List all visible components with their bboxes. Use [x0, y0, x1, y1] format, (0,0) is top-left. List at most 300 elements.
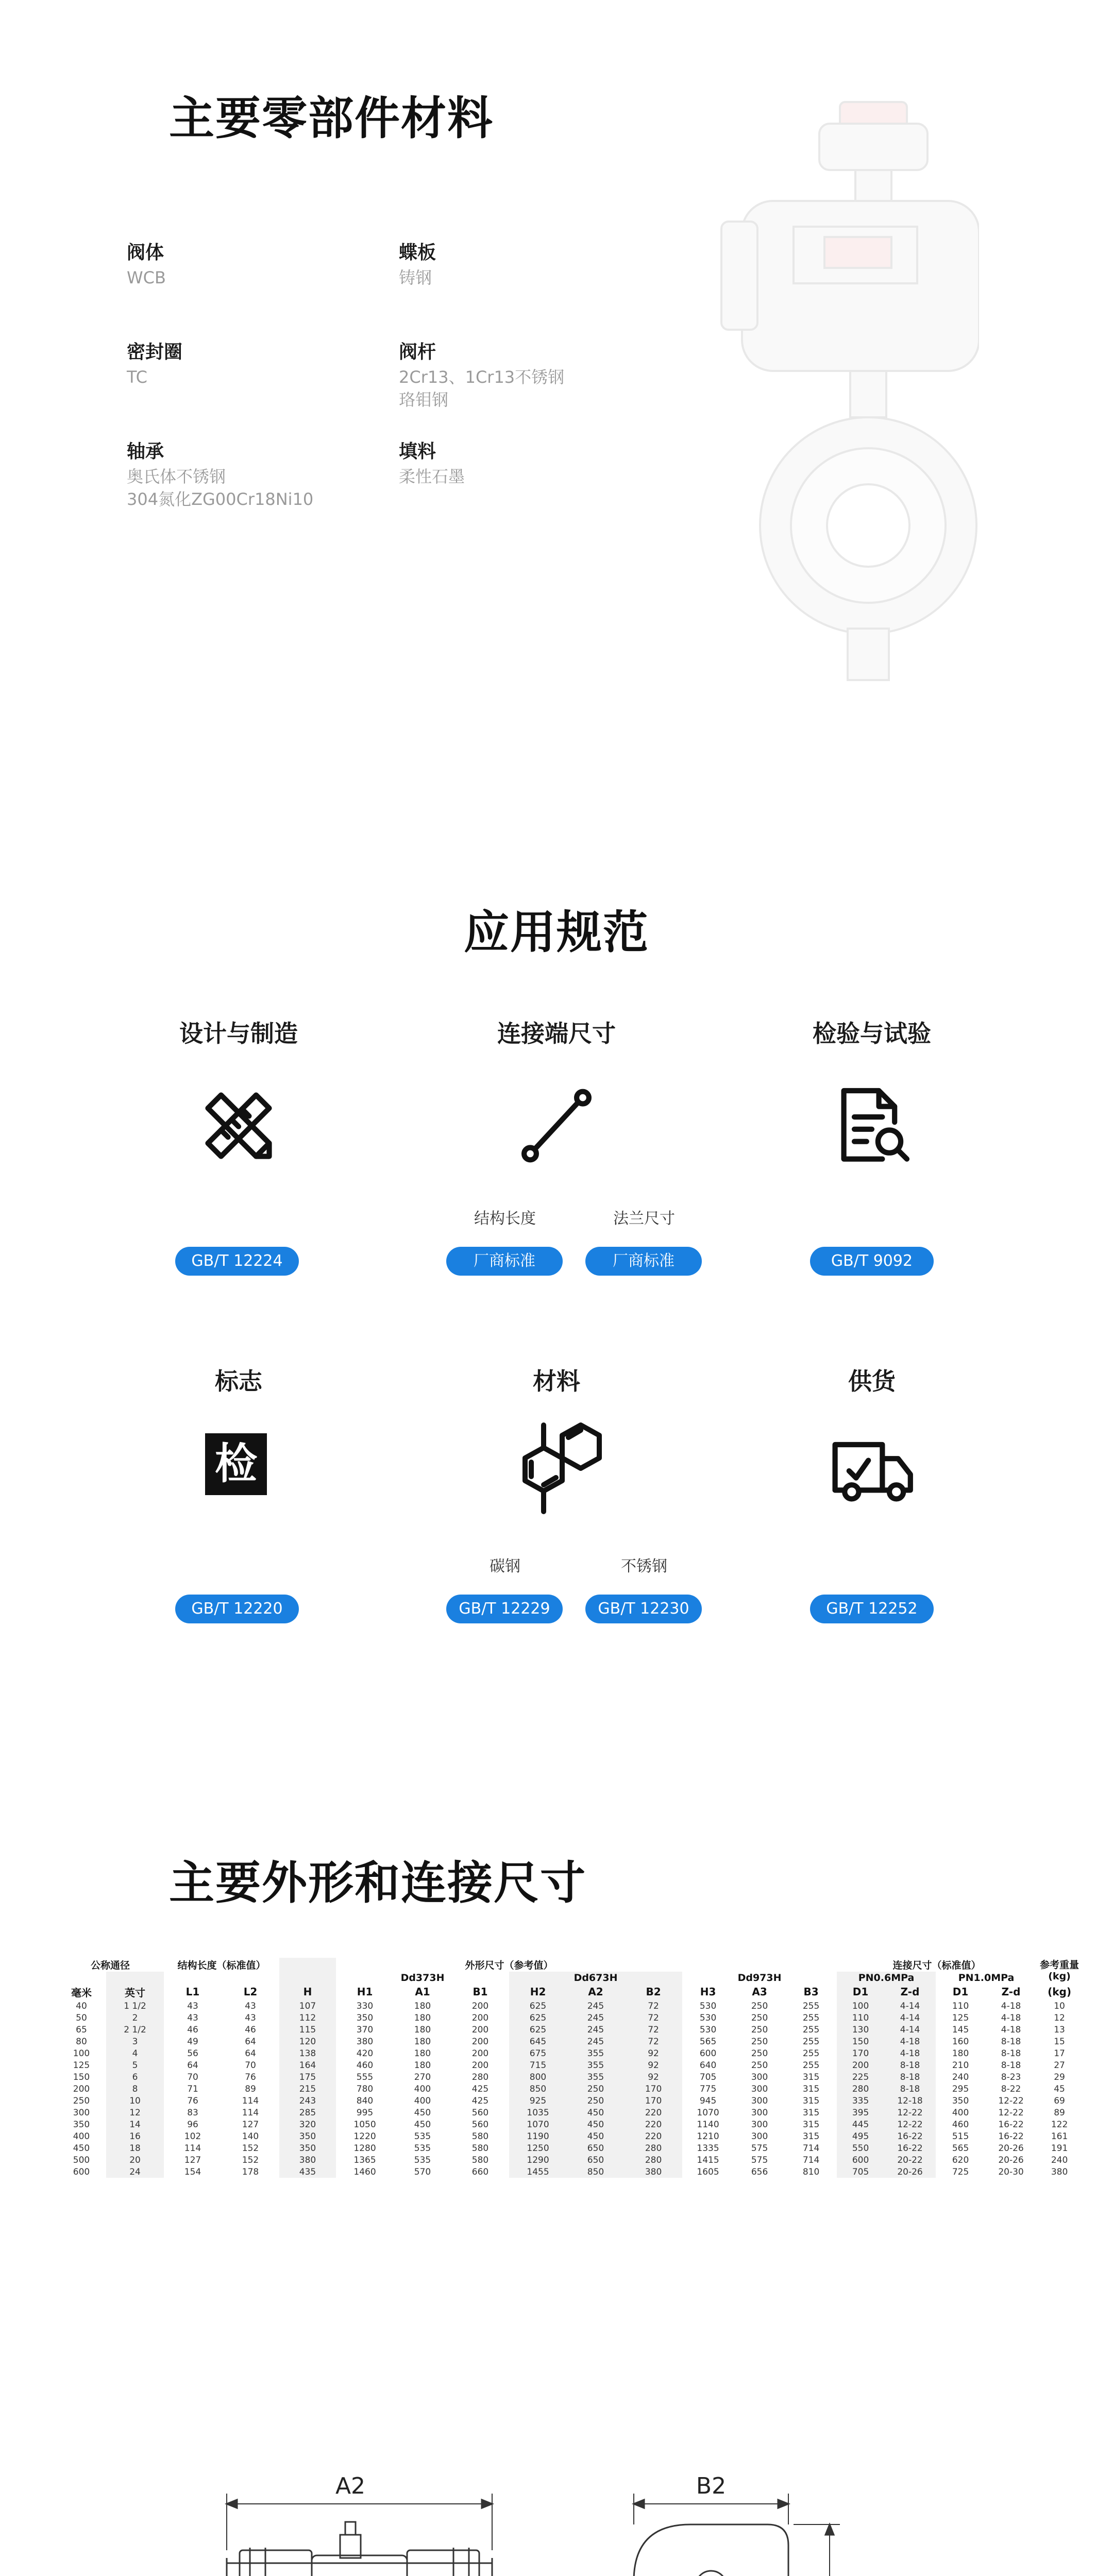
table-cell: 16 — [106, 2130, 164, 2142]
table-cell: 170 — [625, 2083, 682, 2095]
table-cell: 775 — [699, 2083, 717, 2094]
table-cell: 200 — [471, 2060, 489, 2071]
table-cell: 255 — [802, 2036, 820, 2047]
table-cell: 640 — [699, 2060, 717, 2071]
table-cell: 400 — [414, 2083, 431, 2094]
table-row — [57, 2095, 1082, 2107]
column-header: 英寸 — [106, 1984, 164, 2000]
table-cell: 570 — [414, 2166, 431, 2177]
table-cell: 5 — [106, 2059, 164, 2071]
table-cell: 335 — [837, 2095, 884, 2107]
column-header: H3 — [700, 1986, 716, 1998]
material-item — [399, 238, 436, 289]
document-search-icon — [828, 1082, 916, 1170]
table-cell: 114 — [242, 2107, 259, 2118]
table-cell: 1070 — [509, 2119, 567, 2130]
table-cell: 145 — [952, 2024, 969, 2035]
table-cell: 43 — [187, 2012, 198, 2023]
table-cell: 16-22 — [884, 2130, 936, 2142]
table-cell: 550 — [837, 2142, 884, 2154]
table-cell: 65 — [76, 2024, 87, 2035]
table-row — [57, 2071, 1082, 2083]
table-cell: 16-22 — [998, 2119, 1024, 2130]
table-cell: 220 — [625, 2107, 682, 2119]
table-cell: 8-18 — [884, 2083, 936, 2095]
table-cell: 8-18 — [1001, 2048, 1021, 2059]
material-item — [399, 337, 564, 411]
table-cell: 161 — [1051, 2131, 1068, 2142]
column-header: D1 — [837, 1984, 884, 2000]
table-cell: 725 — [952, 2166, 969, 2177]
table-cell: 705 — [837, 2166, 884, 2178]
material-label: 阀体 — [127, 242, 164, 263]
table-cell: 714 — [802, 2155, 820, 2165]
table-cell: 125 — [952, 2012, 969, 2023]
column-header: (kg) — [1048, 1986, 1072, 1998]
table-cell: 425 — [471, 2095, 489, 2106]
table-cell: 245 — [567, 2036, 625, 2047]
table-cell: 580 — [471, 2143, 489, 2154]
standard-badge: GB/T 12229 — [446, 1595, 563, 1623]
subgroup-header: Dd673H — [509, 1972, 682, 1984]
table-cell: 1280 — [353, 2143, 376, 2154]
table-cell: 280 — [837, 2083, 884, 2095]
table-cell: 154 — [184, 2166, 201, 2177]
header-nominal: 公称通径 — [91, 1960, 130, 1971]
table-cell: 250 — [751, 2048, 768, 2059]
table-cell: 575 — [751, 2143, 768, 2154]
column-header: H — [279, 1984, 336, 2000]
table-cell: 500 — [73, 2155, 90, 2165]
table-cell: 280 — [471, 2072, 489, 2082]
table-row — [57, 2142, 1082, 2154]
table-cell: 210 — [952, 2060, 969, 2071]
table-cell: 110 — [952, 2001, 969, 2011]
table-cell: 300 — [751, 2131, 768, 2142]
table-cell: 46 — [245, 2024, 256, 2035]
table-cell: 445 — [837, 2119, 884, 2130]
standard-sub-label: 结构长度 — [474, 1210, 536, 1228]
table-cell: 355 — [567, 2071, 625, 2083]
table-cell: 102 — [184, 2131, 201, 2142]
table-cell: 150 — [73, 2072, 90, 2082]
line-connector-icon — [513, 1082, 600, 1170]
table-cell: 565 — [699, 2036, 717, 2047]
table-cell: 120 — [279, 2036, 336, 2047]
valve-dimension-drawing — [170, 2452, 943, 2576]
table-cell: 350 — [952, 2095, 969, 2106]
table-cell: 850 — [567, 2166, 625, 2178]
table-cell: 180 — [414, 2012, 431, 2023]
subgroup-header: PN1.0MPa — [958, 1972, 1015, 1984]
header-outline: 外形尺寸（参考值） — [465, 1960, 553, 1971]
table-cell: 127 — [242, 2119, 259, 2130]
table-cell: 180 — [952, 2048, 969, 2059]
subgroup-header: Dd373H — [400, 1972, 445, 1984]
table-cell: 300 — [751, 2119, 768, 2130]
table-cell: 16-22 — [998, 2131, 1024, 2142]
table-cell: 1250 — [509, 2142, 567, 2154]
standard-card-title: 标志 — [215, 1367, 262, 1395]
table-cell: 645 — [509, 2036, 567, 2047]
table-cell: 40 — [76, 2001, 87, 2011]
table-cell: 315 — [802, 2119, 820, 2130]
material-value: WCB — [127, 268, 166, 287]
table-cell: 300 — [751, 2107, 768, 2118]
material-value: 铸钢 — [399, 268, 432, 287]
table-cell: 380 — [1051, 2166, 1068, 2177]
table-cell: 530 — [699, 2012, 717, 2023]
table-cell: 1460 — [353, 2166, 376, 2177]
table-cell: 64 — [187, 2060, 198, 2071]
table-cell: 70 — [187, 2072, 198, 2082]
table-cell: 170 — [837, 2047, 884, 2059]
table-cell: 560 — [471, 2119, 489, 2130]
table-cell: 295 — [952, 2083, 969, 2094]
table-cell: 620 — [952, 2155, 969, 2165]
table-cell: 100 — [73, 2048, 90, 2059]
table-cell: 122 — [1051, 2119, 1068, 2130]
table-cell: 255 — [802, 2024, 820, 2035]
table-cell: 150 — [837, 2036, 884, 2047]
material-value: 2Cr13、1Cr13不锈钢 珞钼钢 — [399, 367, 565, 410]
table-cell: 12-22 — [884, 2107, 936, 2119]
table-cell: 250 — [567, 2095, 625, 2107]
table-cell: 4-14 — [884, 2024, 936, 2036]
table-cell: 714 — [802, 2143, 820, 2154]
table-cell: 220 — [625, 2119, 682, 2130]
standard-badge: GB/T 12224 — [175, 1247, 299, 1276]
table-cell: 380 — [356, 2036, 374, 2047]
table-cell: 255 — [802, 2012, 820, 2023]
table-cell: 13 — [1054, 2024, 1065, 2035]
table-cell: 12-22 — [998, 2107, 1024, 2118]
table-cell: 625 — [509, 2024, 567, 2036]
table-cell: 1415 — [697, 2155, 719, 2165]
table-cell: 350 — [279, 2142, 336, 2154]
table-cell: 1050 — [353, 2119, 376, 2130]
table-cell: 315 — [802, 2072, 820, 2082]
table-cell: 4 — [106, 2047, 164, 2059]
ruler-pencil-icon — [195, 1082, 282, 1170]
table-cell: 138 — [279, 2047, 336, 2059]
table-cell: 6 — [106, 2071, 164, 2083]
table-cell: 72 — [625, 2036, 682, 2047]
material-label: 阀杆 — [399, 342, 436, 363]
column-header: Z-d — [884, 1984, 936, 2000]
table-cell: 92 — [625, 2059, 682, 2071]
column-header: B2 — [625, 1984, 682, 2000]
table-cell: 114 — [184, 2143, 201, 2154]
inspection-stamp-icon: 检 — [205, 1433, 267, 1495]
table-cell: 600 — [837, 2154, 884, 2166]
table-cell: 945 — [699, 2095, 717, 2106]
column-header: Z-d — [1001, 1986, 1021, 1998]
table-cell: 460 — [356, 2060, 374, 2071]
table-cell: 89 — [1054, 2107, 1065, 2118]
table-cell: 625 — [509, 2000, 567, 2012]
table-cell: 370 — [356, 2024, 374, 2035]
table-row — [57, 2154, 1082, 2166]
table-cell: 45 — [1054, 2083, 1065, 2094]
table-cell: 200 — [73, 2083, 90, 2094]
table-cell: 10 — [1054, 2001, 1065, 2011]
table-cell: 72 — [625, 2024, 682, 2036]
table-body — [57, 2000, 1082, 2178]
table-cell: 355 — [567, 2059, 625, 2071]
table-cell: 24 — [106, 2166, 164, 2178]
table-cell: 200 — [837, 2059, 884, 2071]
table-cell: 840 — [356, 2095, 374, 2106]
table-cell: 280 — [625, 2142, 682, 2154]
table-cell: 800 — [509, 2071, 567, 2083]
table-cell: 1140 — [697, 2119, 719, 2130]
table-cell: 49 — [187, 2036, 198, 2047]
table-cell: 225 — [837, 2071, 884, 2083]
table-cell: 12-22 — [884, 2119, 936, 2130]
table-cell: 191 — [1051, 2143, 1068, 2154]
table-cell: 76 — [245, 2072, 256, 2082]
table-cell: 240 — [1051, 2155, 1068, 2165]
table-cell: 1 1/2 — [106, 2000, 164, 2012]
table-cell: 420 — [356, 2048, 374, 2059]
material-item — [127, 437, 313, 511]
table-cell: 400 — [73, 2131, 90, 2142]
dimensions-table — [57, 1958, 1080, 2178]
table-cell: 435 — [279, 2166, 336, 2178]
table-cell: 300 — [751, 2072, 768, 2082]
table-cell: 17 — [1054, 2048, 1065, 2059]
table-cell: 160 — [952, 2036, 969, 2047]
table-cell: 69 — [1054, 2095, 1065, 2106]
table-cell: 250 — [751, 2060, 768, 2071]
table-cell: 4-18 — [1001, 2012, 1021, 2023]
material-label: 蝶板 — [399, 242, 436, 263]
table-cell: 180 — [414, 2060, 431, 2071]
table-cell: 580 — [471, 2155, 489, 2165]
table-cell: 315 — [802, 2095, 820, 2106]
table-cell: 600 — [73, 2166, 90, 2177]
table-cell: 705 — [699, 2072, 717, 2082]
table-cell: 715 — [509, 2059, 567, 2071]
table-cell: 43 — [245, 2001, 256, 2011]
table-cell: 200 — [471, 2048, 489, 2059]
table-cell: 220 — [625, 2130, 682, 2142]
table-cell: 1290 — [509, 2154, 567, 2166]
standard-badge: 厂商标准 — [585, 1247, 702, 1276]
table-cell: 4-18 — [884, 2036, 936, 2047]
table-cell: 4-14 — [884, 2012, 936, 2024]
drawing-label: B2 — [696, 2473, 727, 2499]
table-cell: 83 — [187, 2107, 198, 2118]
table-cell: 245 — [567, 2000, 625, 2012]
table-cell: 245 — [567, 2012, 625, 2024]
table-cell: 8-18 — [1001, 2060, 1021, 2071]
table-cell: 495 — [837, 2130, 884, 2142]
molecule-icon — [502, 1417, 616, 1520]
table-cell: 200 — [471, 2024, 489, 2035]
material-value: TC — [127, 367, 148, 387]
table-cell: 1220 — [353, 2131, 376, 2142]
table-cell: 43 — [187, 2001, 198, 2011]
table-cell: 12 — [106, 2107, 164, 2119]
material-label: 轴承 — [127, 441, 164, 462]
column-header: B1 — [473, 1986, 488, 1998]
table-cell: 315 — [802, 2131, 820, 2142]
column-header: D1 — [952, 1986, 969, 1998]
table-cell: 245 — [567, 2024, 625, 2036]
table-cell: 780 — [356, 2083, 374, 2094]
standard-badge: GB/T 9092 — [810, 1247, 934, 1276]
table-cell: 350 — [356, 2012, 374, 2023]
delivery-truck-icon — [828, 1427, 916, 1515]
table-cell: 100 — [837, 2000, 884, 2012]
subgroup-header: PN0.6MPa — [837, 1972, 936, 1984]
column-header: H1 — [357, 1986, 373, 1998]
table-cell: 127 — [184, 2155, 201, 2165]
table-cell: 71 — [187, 2083, 198, 2094]
standard-sub-label: 法兰尺寸 — [613, 1210, 675, 1228]
standard-card-title: 设计与制造 — [179, 1020, 298, 1047]
table-cell: 240 — [952, 2072, 969, 2082]
table-row — [57, 2119, 1082, 2130]
table-cell: 535 — [414, 2143, 431, 2154]
table-cell: 10 — [106, 2095, 164, 2107]
table-cell: 850 — [509, 2083, 567, 2095]
table-cell: 20-26 — [884, 2166, 936, 2178]
standard-badge: 厂商标准 — [446, 1247, 563, 1276]
table-cell: 300 — [73, 2107, 90, 2118]
table-cell: 250 — [751, 2036, 768, 2047]
table-cell: 200 — [471, 2036, 489, 2047]
table-cell: 535 — [414, 2131, 431, 2142]
material-label: 密封圈 — [127, 342, 183, 363]
table-cell: 170 — [625, 2095, 682, 2107]
table-cell: 810 — [802, 2166, 820, 2177]
table-cell: 12-22 — [998, 2095, 1024, 2106]
table-cell: 255 — [802, 2001, 820, 2011]
table-cell: 4-18 — [1001, 2001, 1021, 2011]
table-cell: 96 — [187, 2119, 198, 2130]
table-cell: 180 — [414, 2001, 431, 2011]
table-cell: 580 — [471, 2131, 489, 2142]
table-cell: 12 — [1054, 2012, 1065, 2023]
material-value: 奥氏体不锈钢 304氮化ZG00Cr18Ni10 — [127, 467, 314, 509]
header-length: 结构长度（标准值） — [177, 1960, 266, 1971]
table-cell: 8-18 — [884, 2071, 936, 2083]
table-cell: 560 — [471, 2107, 489, 2118]
column-header: L1 — [185, 1986, 200, 1998]
table-row — [57, 2000, 1082, 2012]
table-cell: 56 — [187, 2048, 198, 2059]
table-cell: 380 — [279, 2154, 336, 2166]
table-cell: 1365 — [353, 2155, 376, 2165]
table-cell: 1455 — [509, 2166, 567, 2178]
table-cell: 450 — [567, 2107, 625, 2119]
table-row — [57, 2083, 1082, 2095]
table-cell: 18 — [106, 2142, 164, 2154]
table-cell: 64 — [245, 2036, 256, 2047]
column-header: H2 — [509, 1984, 567, 2000]
standard-badge: GB/T 12252 — [810, 1595, 934, 1623]
table-cell: 400 — [952, 2107, 969, 2118]
table-cell: 250 — [567, 2083, 625, 2095]
table-cell: 320 — [279, 2119, 336, 2130]
table-header-row — [57, 1984, 1082, 2000]
standard-card-title: 供货 — [848, 1367, 896, 1395]
table-cell: 315 — [802, 2083, 820, 2094]
materials-title: 主要零部件材料 — [169, 92, 494, 145]
dimensions-title: 主要外形和连接尺寸 — [169, 1856, 587, 1909]
column-header: B3 — [803, 1986, 819, 1998]
table-cell: 535 — [414, 2155, 431, 2165]
table-cell: 46 — [187, 2024, 198, 2035]
table-cell: 215 — [279, 2083, 336, 2095]
table-cell: 92 — [625, 2047, 682, 2059]
table-cell: 72 — [625, 2000, 682, 2012]
header-connect: 连接尺寸（标准值） — [892, 1960, 981, 1971]
table-cell: 1335 — [697, 2143, 719, 2154]
table-row — [57, 2024, 1082, 2036]
valve-product-image — [711, 93, 979, 701]
table-cell: 330 — [356, 2001, 374, 2011]
table-cell: 8-22 — [1001, 2083, 1021, 2094]
table-row — [57, 2047, 1082, 2059]
table-cell: 92 — [625, 2071, 682, 2083]
column-header: 毫米 — [71, 1986, 92, 1999]
table-cell: 660 — [471, 2166, 489, 2177]
table-cell: 380 — [625, 2166, 682, 2178]
table-row — [57, 2059, 1082, 2071]
table-cell: 1070 — [697, 2107, 719, 2118]
material-item — [127, 337, 182, 388]
table-row — [57, 2036, 1082, 2047]
column-header: L2 — [243, 1986, 258, 1998]
table-cell: 29 — [1054, 2072, 1065, 2082]
column-header: A3 — [752, 1986, 767, 1998]
table-row — [57, 2130, 1082, 2142]
table-cell: 164 — [279, 2059, 336, 2071]
table-row — [57, 2166, 1082, 2178]
table-cell: 76 — [187, 2095, 198, 2106]
table-cell: 300 — [751, 2095, 768, 2106]
table-cell: 89 — [245, 2083, 256, 2094]
table-cell: 152 — [242, 2143, 259, 2154]
table-cell: 200 — [471, 2012, 489, 2023]
table-cell: 575 — [751, 2155, 768, 2165]
table-cell: 350 — [279, 2130, 336, 2142]
table-cell: 64 — [245, 2048, 256, 2059]
table-cell: 250 — [751, 2024, 768, 2035]
table-cell: 255 — [802, 2048, 820, 2059]
material-label: 填料 — [399, 441, 436, 462]
table-cell: 2 — [106, 2012, 164, 2024]
table-cell: 20-26 — [998, 2155, 1024, 2165]
table-cell: 43 — [245, 2012, 256, 2023]
table-cell: 178 — [242, 2166, 259, 2177]
table-cell: 4-18 — [884, 2047, 936, 2059]
table-cell: 450 — [567, 2130, 625, 2142]
table-cell: 565 — [952, 2143, 969, 2154]
table-cell: 450 — [567, 2119, 625, 2130]
table-cell: 20-30 — [998, 2166, 1024, 2177]
table-cell: 20-26 — [998, 2143, 1024, 2154]
table-cell: 27 — [1054, 2060, 1065, 2071]
standard-badge: GB/T 12220 — [175, 1595, 299, 1623]
table-cell: 114 — [242, 2095, 259, 2106]
table-cell: 625 — [509, 2012, 567, 2024]
table-cell: 350 — [73, 2119, 90, 2130]
